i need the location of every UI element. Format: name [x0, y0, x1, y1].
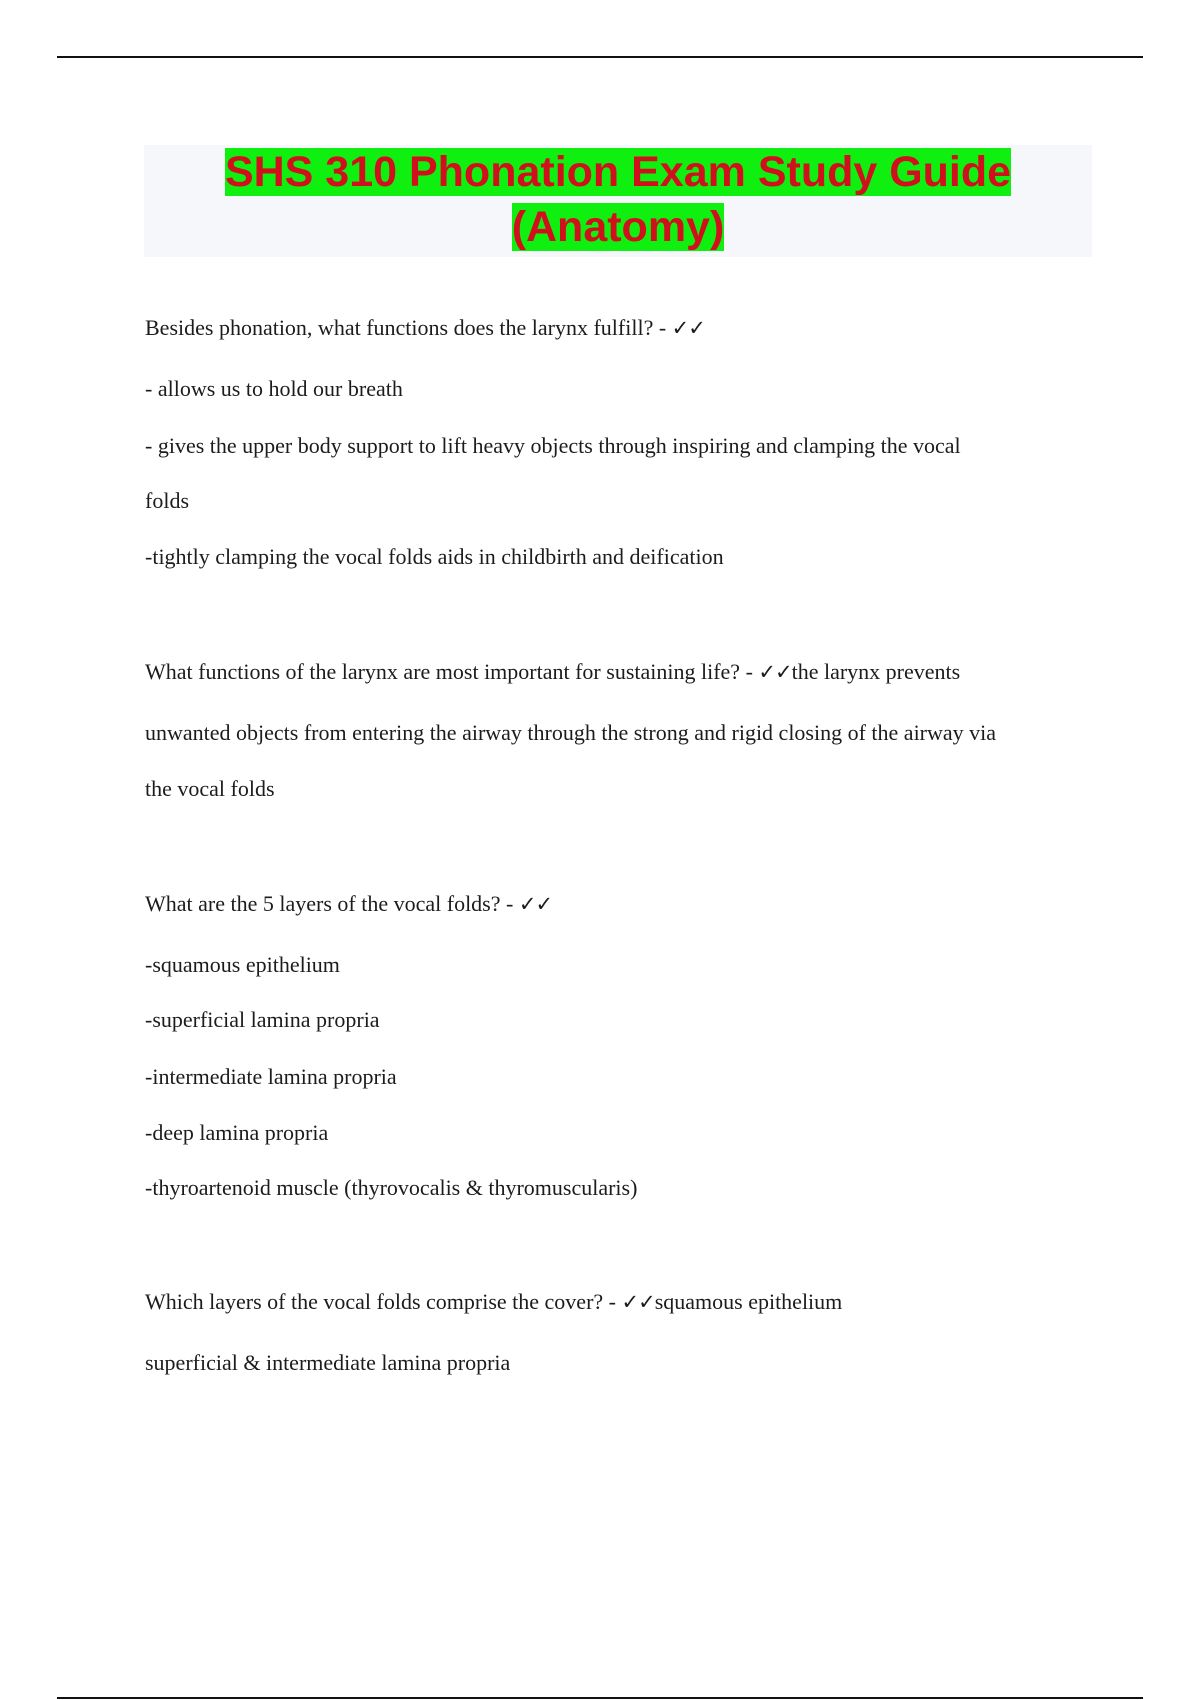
- answer-2-line-2: the vocal folds: [145, 776, 275, 801]
- bottom-rule: [57, 1697, 1143, 1699]
- answer-1-line-3: folds: [145, 488, 189, 513]
- answer-3-line-3: -intermediate lamina propria: [145, 1064, 397, 1089]
- title-text-2: (Anatomy): [511, 203, 725, 251]
- top-rule: [57, 56, 1143, 58]
- answer-2-inline: the larynx prevents: [791, 659, 961, 684]
- answer-3-line-5: -thyroartenoid muscle (thyrovocalis & thyromuscularis): [145, 1175, 638, 1200]
- answer-4-line-1: superficial & intermediate lamina propria: [145, 1350, 511, 1375]
- check-mark-icon: ✓✓: [518, 892, 553, 916]
- title-banner: [144, 145, 1092, 257]
- answer-2-line-1: unwanted objects from entering the airway through the strong and rigid closing of the airway via: [145, 720, 997, 745]
- check-mark-icon: ✓✓: [758, 660, 792, 684]
- answer-1-line-2: - gives the upper body support to lift heavy objects through inspiring and clamping the vocal: [145, 433, 961, 458]
- question-1: [145, 314, 705, 342]
- title-line-2: [144, 200, 1092, 255]
- question-1-text: Besides phonation, what functions does the larynx fulfill? -: [145, 315, 672, 340]
- question-2: [145, 658, 960, 686]
- question-2-text: What functions of the larynx are most important for sustaining life? -: [145, 659, 759, 684]
- answer-3-line-2: -superficial lamina propria: [145, 1007, 380, 1032]
- check-mark-icon: ✓✓: [671, 316, 705, 340]
- answer-3-line-1: -squamous epithelium: [145, 952, 340, 977]
- title-text-1: SHS 310 Phonation Exam Study Guide: [224, 148, 1012, 196]
- question-4: [145, 1288, 842, 1316]
- check-mark-icon: ✓✓: [621, 1290, 655, 1314]
- answer-1-line-4: -tightly clamping the vocal folds aids in childbirth and deification: [145, 544, 724, 569]
- title-line-1: [144, 145, 1092, 200]
- answer-3-line-4: -deep lamina propria: [145, 1120, 329, 1145]
- answer-4-inline: squamous epithelium: [654, 1289, 843, 1314]
- answer-1-line-1: - allows us to hold our breath: [145, 376, 403, 401]
- question-3: [145, 890, 552, 918]
- question-4-text: Which layers of the vocal folds comprise the cover? -: [145, 1289, 622, 1314]
- question-3-text: What are the 5 layers of the vocal folds? -: [145, 891, 519, 916]
